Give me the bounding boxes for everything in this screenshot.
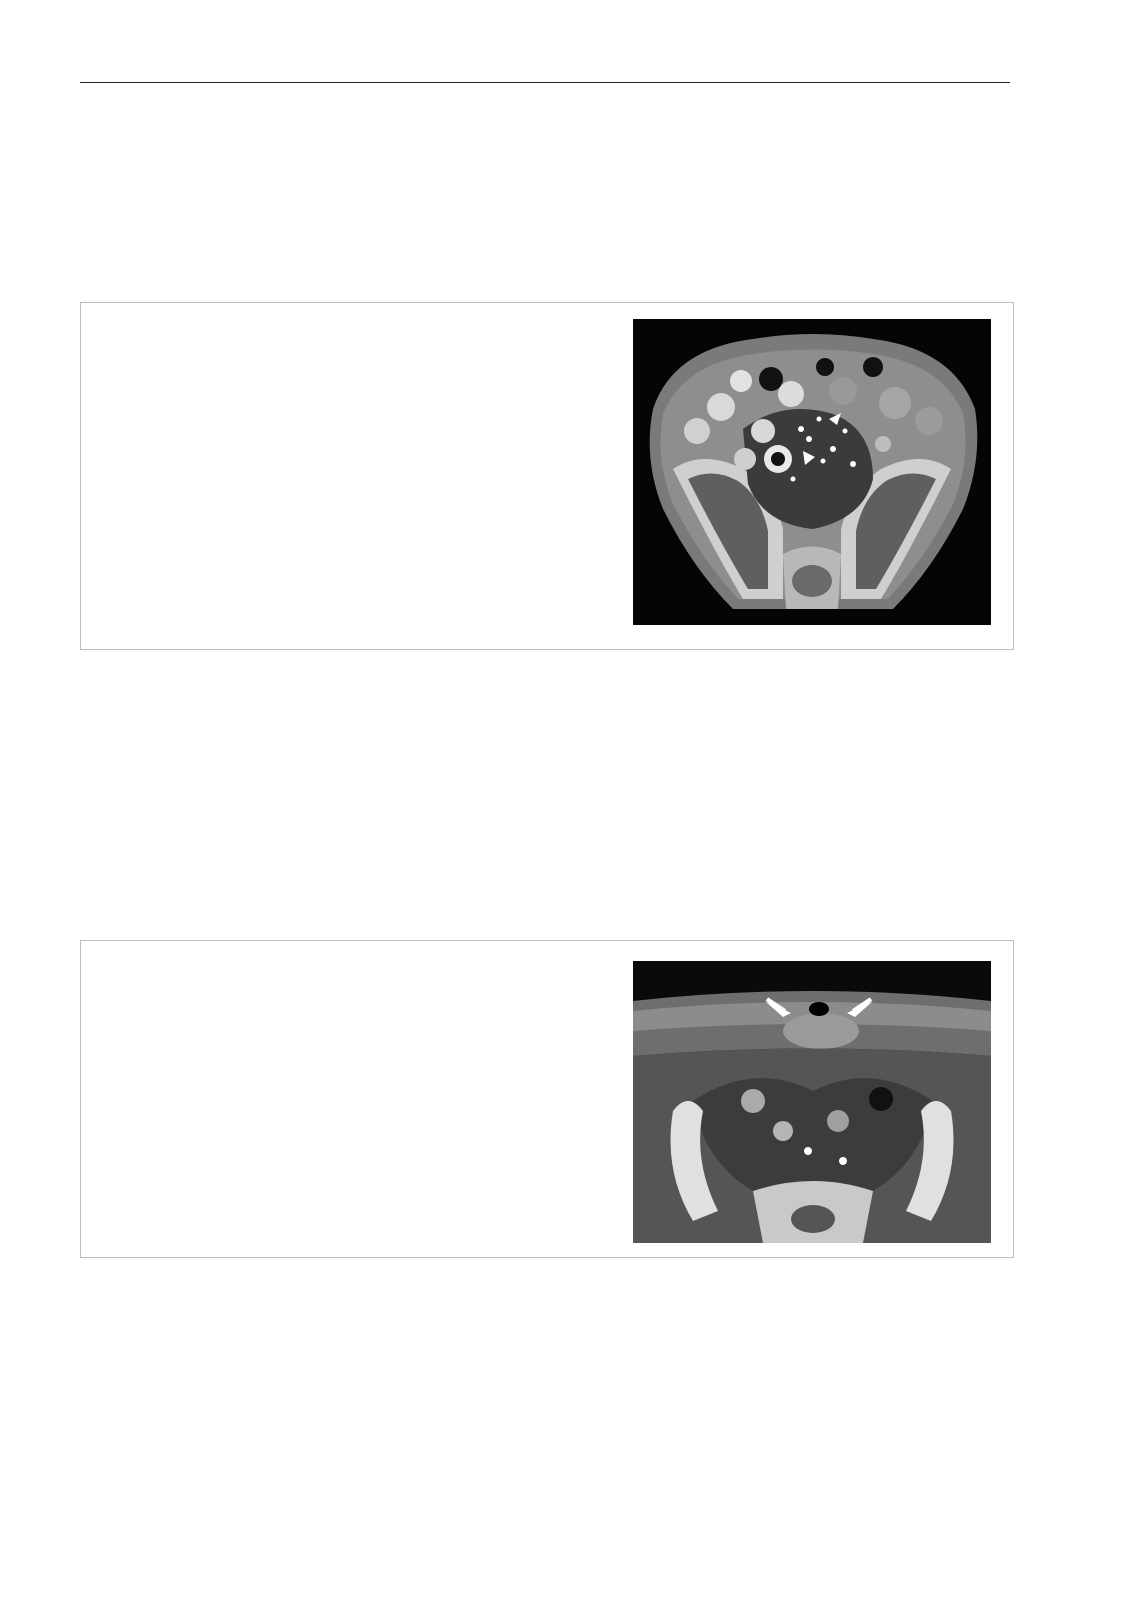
- ct-scan-image: [633, 319, 991, 625]
- question-30-heading: [90, 685, 136, 714]
- running-header: [80, 54, 1010, 83]
- figure-23-13: [80, 302, 1014, 650]
- question-29-heading: [90, 106, 136, 135]
- ct-scan-image: [633, 961, 991, 1243]
- figure-23-14: [80, 940, 1014, 1258]
